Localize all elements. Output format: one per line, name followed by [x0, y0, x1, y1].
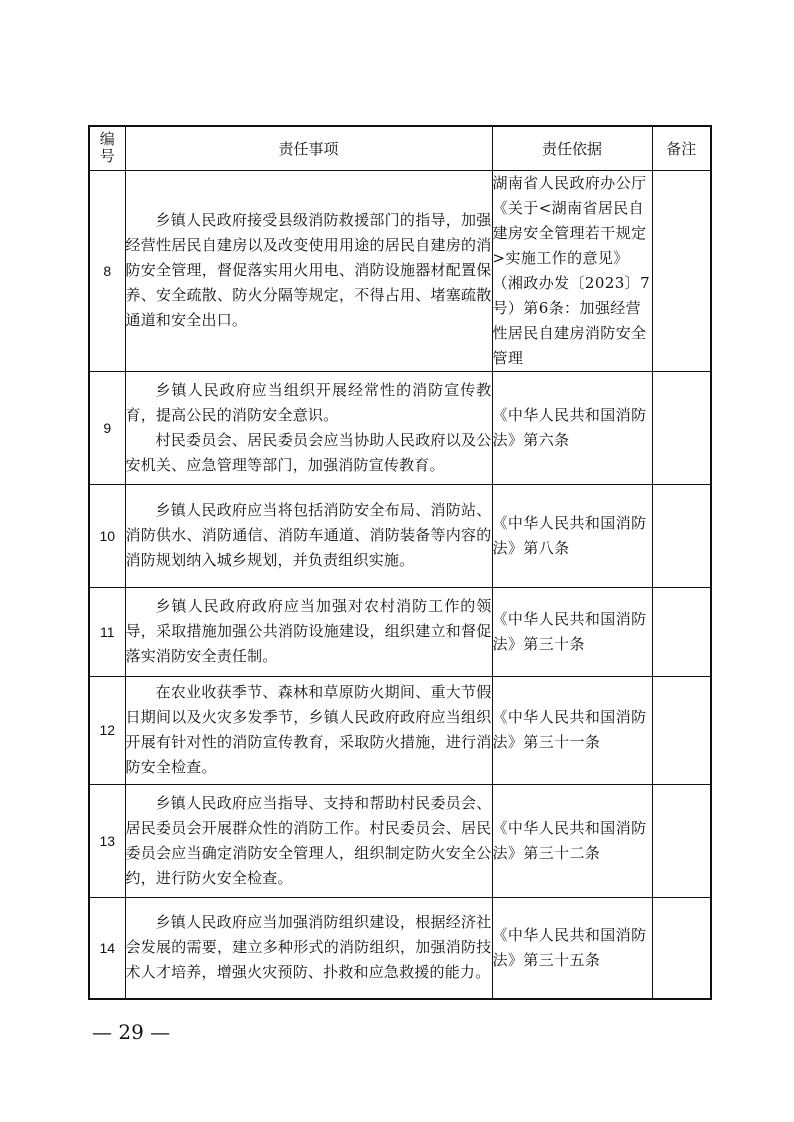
header-row	[89, 126, 711, 170]
row-item	[125, 784, 492, 897]
item-paragraph: 乡镇人民政府应当指导、支持和帮助村民委员会、居民委员会开展群众性的消防工作。村民委员会、居民委员会应当确定消防安全管理人，组织制定防火安全公约，进行防火安全检查。	[125, 793, 492, 887]
table-row	[89, 587, 711, 676]
row-number: 8	[89, 170, 125, 371]
item-paragraph: 乡镇人民政府应当加强消防组织建设，根据经济社会发展的需要，建立多种形式的消防组织，加强消防技术人才培养，增强火灾预防、扑救和应急救援的能力。	[125, 913, 492, 982]
item-paragraph: 在农业收获季节、森林和草原防火期间、重大节假日期间以及火灾多发季节，乡镇人民政府政府应当组织开展有针对性的消防宣传教育，采取防火措施，进行消防安全检查。	[125, 683, 492, 776]
row-remark	[652, 371, 711, 484]
item-paragraph: 村民委员会、居民委员会应当协助人民政府以及公安机关、应急管理等部门，加强消防宣传教育。	[125, 430, 492, 474]
row-basis: 《中华人民共和国消防法》第三十一条	[492, 676, 652, 784]
row-remark	[652, 587, 711, 676]
header-basis: 责任依据	[492, 126, 652, 170]
row-number: 10	[89, 484, 125, 587]
header-number-line1: 编	[99, 130, 115, 149]
table-row	[89, 170, 711, 371]
table-row	[89, 897, 711, 999]
header-number-line2: 号	[99, 147, 115, 166]
header-item: 责任事项	[125, 126, 492, 170]
row-basis: 《中华人民共和国消防法》第三十五条	[492, 897, 652, 999]
row-item	[125, 897, 492, 999]
row-basis: 《中华人民共和国消防法》第三十二条	[492, 784, 652, 897]
row-number: 9	[89, 371, 125, 484]
row-number: 12	[89, 676, 125, 784]
header-remark: 备注	[652, 126, 711, 170]
row-remark	[652, 784, 711, 897]
item-paragraph: 乡镇人民政府应当将包括消防安全布局、消防站、消防供水、消防通信、消防车通道、消防装备等内容的消防规划纳入城乡规划，并负责组织实施。	[125, 501, 492, 569]
row-remark	[652, 676, 711, 784]
row-basis: 《中华人民共和国消防法》第八条	[492, 484, 652, 587]
item-paragraph: 乡镇人民政府应当组织开展经常性的消防宣传教育，提高公民的消防安全意识。	[125, 380, 492, 424]
row-item	[125, 371, 492, 484]
table-row	[89, 371, 711, 484]
table-row	[89, 484, 711, 587]
header-number	[89, 126, 125, 170]
row-remark	[652, 897, 711, 999]
responsibility-table	[88, 125, 712, 1000]
row-item	[125, 587, 492, 676]
row-item	[125, 484, 492, 587]
row-number: 14	[89, 897, 125, 999]
item-paragraph: 乡镇人民政府政府应当加强对农村消防工作的领导，采取措施加强公共消防设施建设，组织建立和督促落实消防安全责任制。	[125, 597, 492, 665]
item-paragraph: 乡镇人民政府接受县级消防救援部门的指导，加强经营性居民自建房以及改变使用用途的居民自建房的消防安全管理，督促落实用火用电、消防设施器材配置保养、安全疏散、防火分隔等规定，不得占用、堵塞疏散通道和安全出口。	[125, 211, 492, 329]
table-row	[89, 676, 711, 784]
row-item	[125, 170, 492, 371]
row-remark	[652, 170, 711, 371]
row-basis: 《中华人民共和国消防法》第三十条	[492, 587, 652, 676]
page-number: — 29 —	[92, 1020, 171, 1044]
row-number: 13	[89, 784, 125, 897]
row-item	[125, 676, 492, 784]
table-row	[89, 784, 711, 897]
row-remark	[652, 484, 711, 587]
row-basis: 《中华人民共和国消防法》第六条	[492, 371, 652, 484]
row-number: 11	[89, 587, 125, 676]
row-basis: 湖南省人民政府办公厅《关于<湖南省居民自建房安全管理若干规定>实施工作的意见》（湘政办发〔2023〕7号）第6条：加强经营性居民自建房消防安全管理	[492, 170, 652, 371]
